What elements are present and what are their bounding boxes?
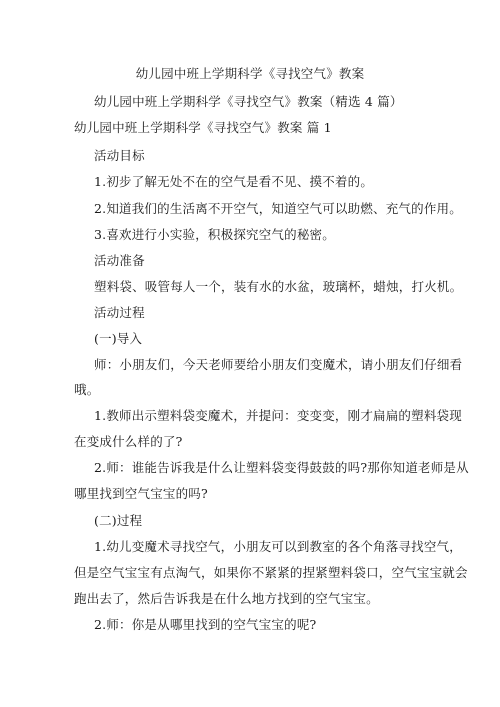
goal-1: 1.初步了解无处不在的空气是看不见、摸不着的。 — [94, 174, 374, 189]
paragraph-line: 师：小朋友们，今天老师要给小朋友们变魔术，请小朋友们仔细看 — [94, 357, 463, 372]
paragraph-line: 跑出去了，然后告诉我是在什么地方找到的空气宝宝。 — [74, 591, 379, 606]
section-heading: 幼儿园中班上学期科学《寻找空气》教案 篇 1 — [74, 120, 332, 135]
prep-materials: 塑料袋、吸管每人一个，装有水的水盆，玻璃杯，蜡烛，打火机。 — [94, 279, 463, 294]
paragraph-line: 哪里找到空气宝宝的吗? — [74, 486, 208, 501]
goal-3: 3.喜欢进行小实验，积极探究空气的秘密。 — [94, 227, 335, 242]
paragraph-line: 1.幼儿变魔术寻找空气，小朋友可以到教室的各个角落寻找空气， — [94, 539, 462, 554]
paragraph-line: 1.教师出示塑料袋变魔术，并提问：变变变，刚才扁扁的塑料袋现 — [94, 408, 462, 423]
paragraph-line: 在变成什么样的了? — [74, 434, 183, 449]
goal-2: 2.知道我们的生活离不开空气，知道空气可以助燃、充气的作用。 — [94, 201, 462, 216]
document-title: 幼儿园中班上学期科学《寻找空气》教案 — [135, 66, 365, 81]
paragraph-line: 哦。 — [74, 382, 100, 397]
subheading-intro: (一)导入 — [94, 331, 143, 346]
paragraph-line: 但是空气宝宝有点淘气，如果你不紧紧的捏紧塑料袋口，空气宝宝就会 — [74, 565, 468, 580]
heading-activity-goals: 活动目标 — [94, 148, 145, 163]
paragraph-line: 2.师：谁能告诉我是什么让塑料袋变得鼓鼓的吗?那你知道老师是从 — [94, 460, 469, 475]
heading-activity-process: 活动过程 — [94, 305, 145, 320]
heading-activity-prep: 活动准备 — [94, 253, 145, 268]
document-subtitle: 幼儿园中班上学期科学《寻找空气》教案（精选 4 篇） — [94, 94, 403, 109]
subheading-process: (二)过程 — [94, 513, 143, 528]
paragraph-line: 2.师：你是从哪里找到的空气宝宝的呢? — [94, 617, 317, 632]
